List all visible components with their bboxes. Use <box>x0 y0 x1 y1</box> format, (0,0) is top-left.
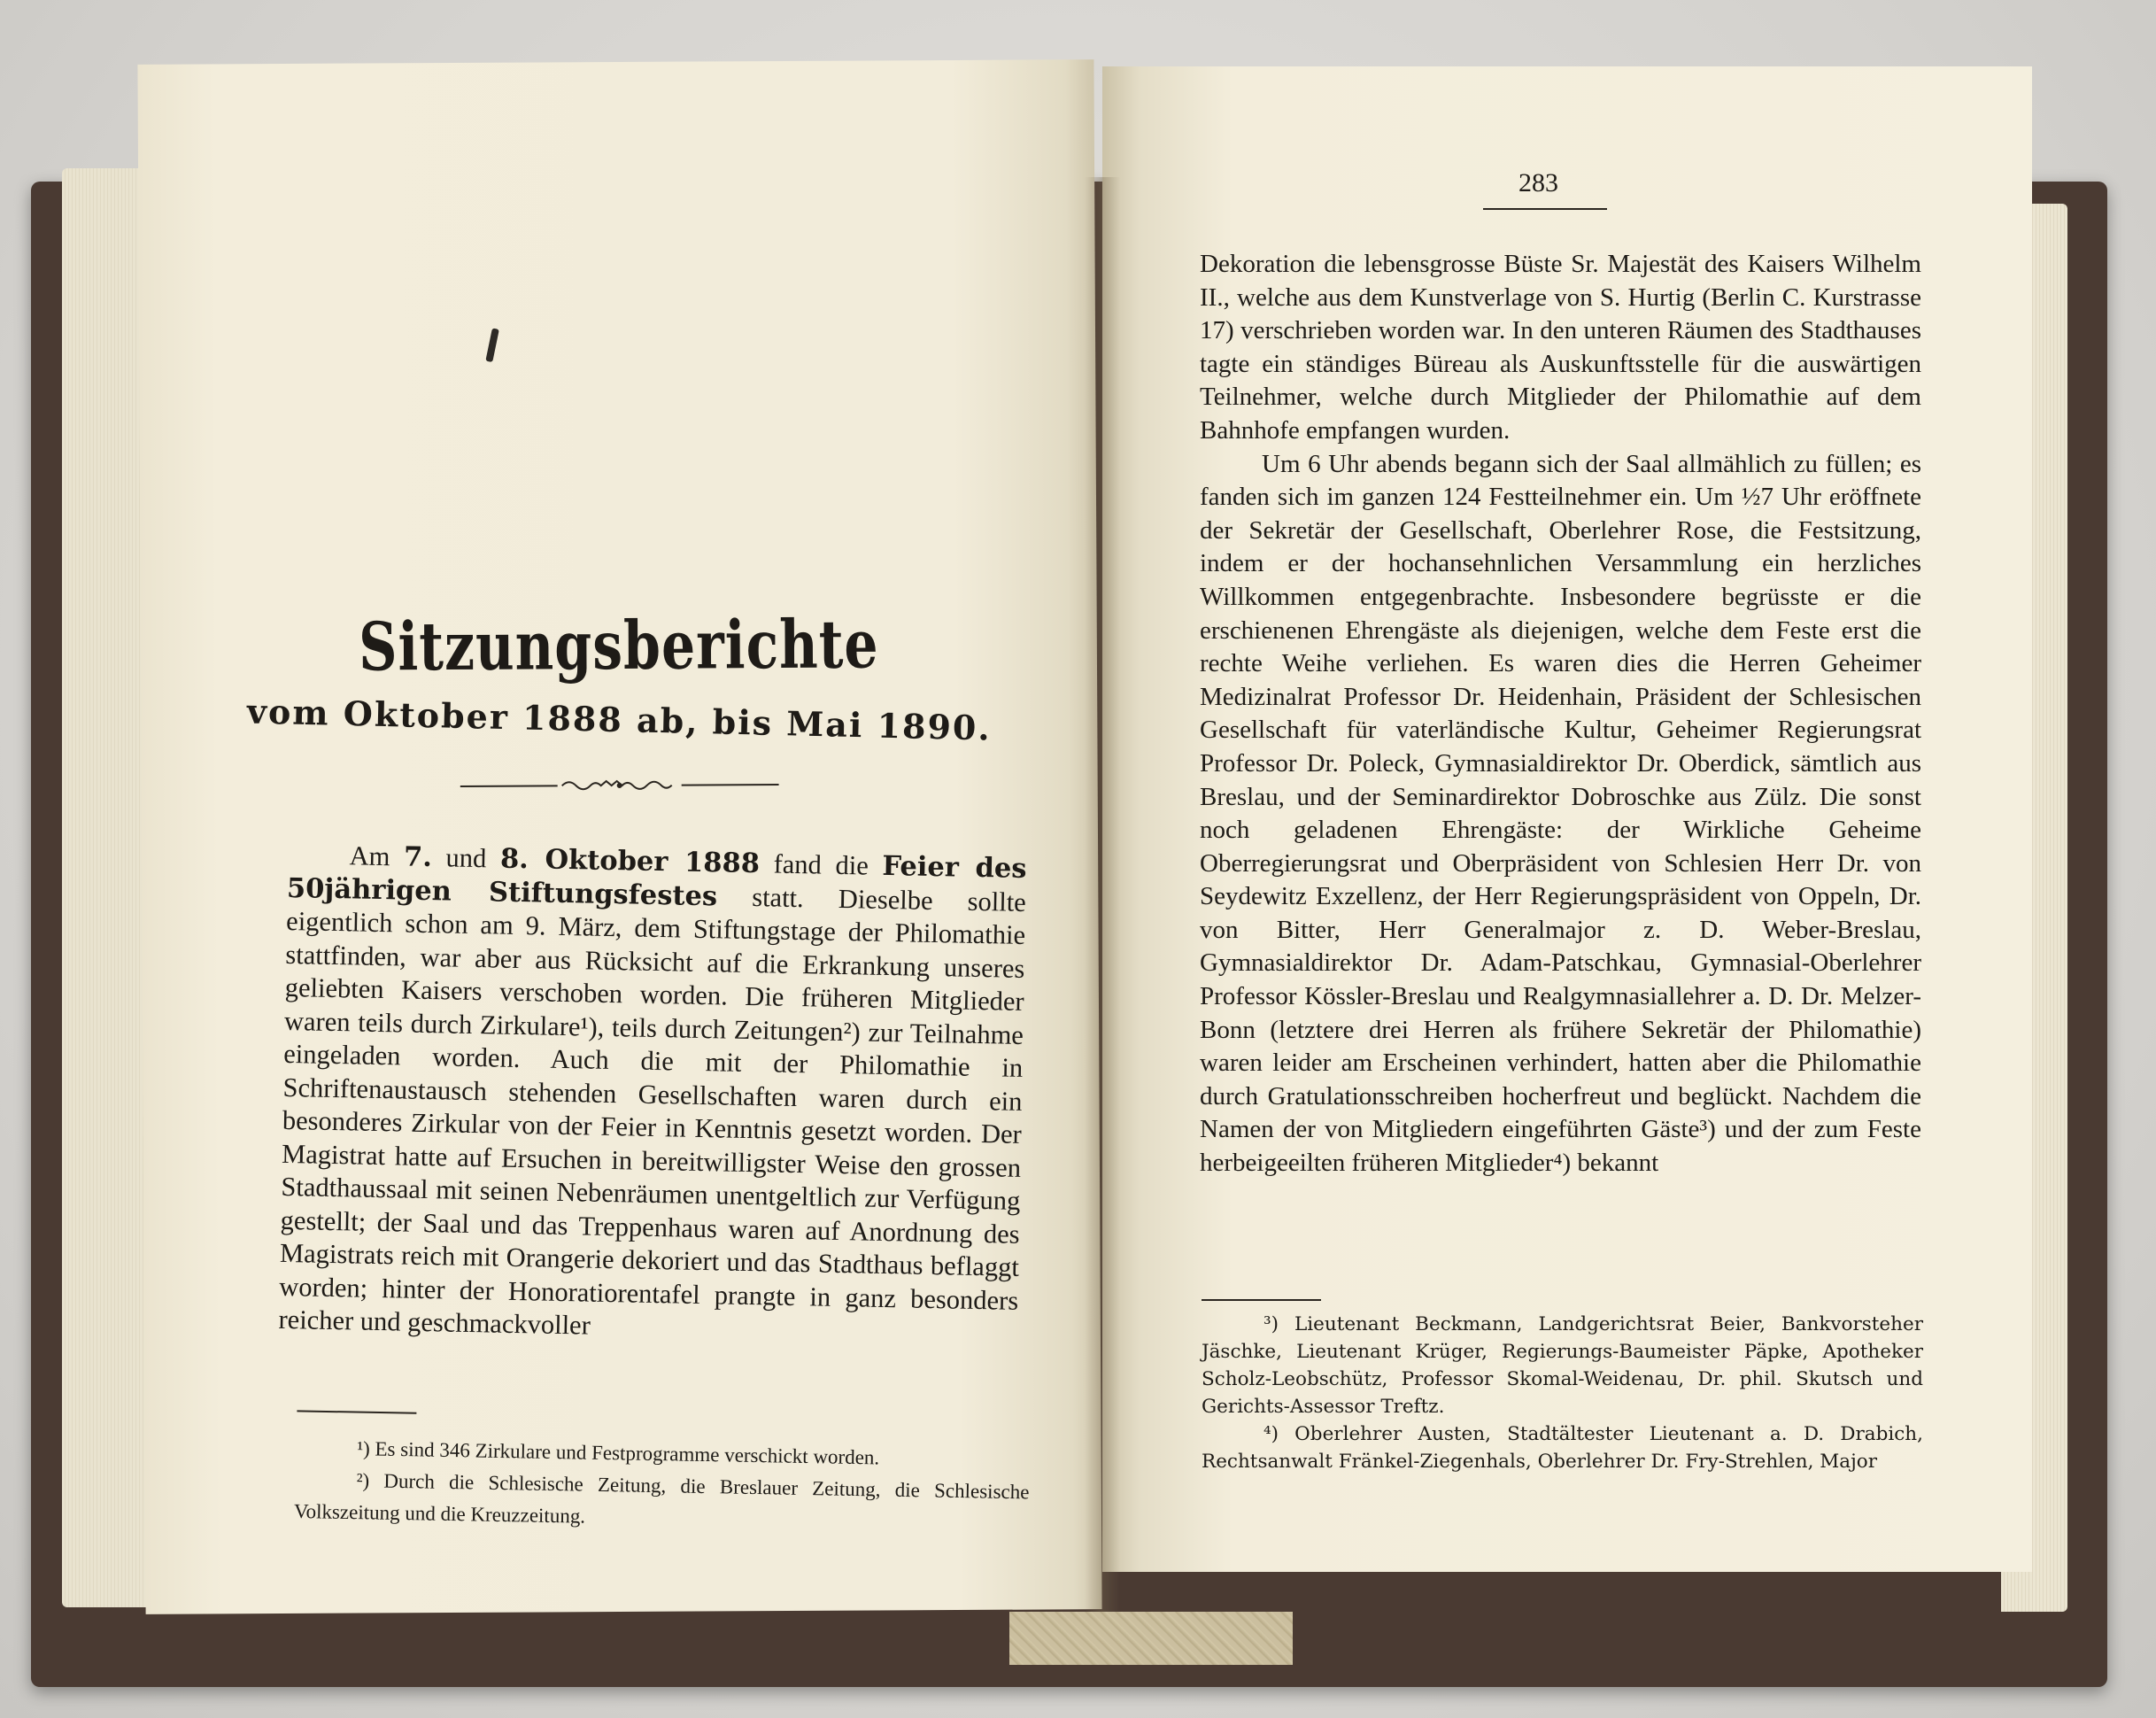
show-through-text <box>271 228 1050 271</box>
spine-binding <box>1009 1612 1293 1665</box>
book-gutter <box>1085 177 1120 1638</box>
paragraph: Um 6 Uhr abends begann sich der Saal allmählich zu füllen; es fanden sich im ganzen 124 Festteilnehmer ein. Um ½7 Uhr eröffnete der Sekretär der Gesellschaft, Oberlehrer Rose, die Festsitzung, indem er der hochansehnlichen Versammlung ein herzliches Willkommen entgegenbrachte. Insbesondere begrüsste er die erschienenen Ehrengäste als diejenigen, welche dem Feste erst die rechte Weihe verliehen. Es waren dies die Herren Geheimer Medizinalrat Professor Dr. Heidenhain, Präsident der Schlesischen Gesellschaft für vaterländische Kultur, Geheimer Regierungsrat Professor Dr. Poleck, Gymnasialdirektor Dr. Oberdick, sämtlich aus Breslau, und der Seminardirektor Dobroschke aus Zülz. Die sonst noch geladenen Ehrengäste: der Wirkliche Geheime Oberregierungsrat und Oberpräsident von Schlesien Herr Dr. von Seydewitz Exzellenz, der Herr Regierungspräsident von Oppeln, Dr. von Bitter, Herr Generalmajor z. D. Weber-Breslau, Gymnasialdirektor Dr. Adam-Patschkau, Gymnasial-Oberlehrer Professor Kössler-Breslau und Realgymnasiallehrer a. D. Dr. Melzer-Bonn (letztere drei Herren als frühere Sekretär der Philomathie) waren leider am Erscheinen verhindert, hatten aber die Philomathie durch Gratulationsschreiben hocherfreut und beglückt. Nachdem die Namen der von Mitgliedern eingeführten Gäste³) und der zum Feste herbeigeeilten früheren Mitglieder⁴) bekannt <box>1200 449 1921 1178</box>
ornament-divider <box>460 777 779 794</box>
paragraph: Am 7. und 8. Oktober 1888 fand die Feier des 50jährigen Stiftungsfestes statt. Dieselbe sollte eigentlich schon am 9. März, dem Stiftungstage der Philomathie stattfinden, war aber aus Rücksicht auf die Erkrankung unseres geliebten Kaisers verschoben worden. Die früheren Mitglieder waren teils durch Zirkulare¹), teils durch Zeitungen²) zur Teilnahme eingeladen worden. Auch die mit der Philomathie in Schriftenaustausch stehenden Gesellschaften waren durch ein besonderes Zirkular von der Feier in Kenntnis gesetzt worden. Der Magistrat hatte auf Ersuchen in bereitwilligster Weise den grossen Stadthaussaal mit seinen Nebenräumen unentgeltlich zur Verfügung gestellt; der Saal und das Treppenhaus waren auf Anordnung des Magistrats reich mit Orangerie dekoriert und das Stadthaus beflaggt worden; hinter der Honoratiorentafel prangte in ganz besonders reicher und geschmackvoller <box>278 840 1027 1341</box>
section-title: Sitzungsberichte <box>358 606 879 687</box>
body-text-left <box>278 839 1027 1350</box>
footnotes-right <box>1202 1311 1923 1475</box>
footnote: ²) Durch die Schlesische Zeitung, die Breslauer Zeitung, die Schlesische Volkszeitung und die Kreuzzeitung. <box>293 1469 1030 1528</box>
paragraph: Dekoration die lebensgrosse Büste Sr. Majestät des Kaisers Wilhelm II., welche aus dem Kunstverlage von S. Hurtig (Berlin C. Kurstrasse 17) verschrieben worden war. In den unteren Räumen des Stadthauses tagte ein ständiges Büreau als Auskunftsstelle für die auswärtigen Teilnehmer, welche durch Mitglieder der Philomathie auf dem Bahnhofe empfangen wurden. <box>1200 250 1921 445</box>
page-number-rule <box>1483 208 1607 210</box>
footnote: ¹) Es sind 346 Zirkulare und Festprogramme verschickt worden. <box>356 1437 880 1469</box>
left-page <box>137 59 1101 1614</box>
footnote-rule <box>1202 1299 1321 1301</box>
footnote: ³) Lieutenant Beckmann, Landgerichtsrat Beier, Bankvorsteher Jäschke, Lieutenant Krüger, Regierungs-Baumeister Päpke, Apotheker Scholz-Leobschütz, Professor Skomal-Weidenau, Dr. phil. Skutsch und Gerichts-Assessor Treftz. <box>1202 1313 1923 1418</box>
page-edges-left <box>62 168 146 1607</box>
section-subtitle: vom Oktober 1888 ab, bis Mai 1890. <box>246 691 993 748</box>
body-text-right <box>1200 248 1921 1180</box>
page-number: 283 <box>1518 168 1558 197</box>
right-page <box>1102 66 2032 1572</box>
footnote-rule <box>297 1410 416 1413</box>
pencil-mark <box>485 328 499 362</box>
footnote: ⁴) Oberlehrer Austen, Stadtältester Lieutenant a. D. Drabich, Rechtsanwalt Fränkel-Ziegenhals, Oberlehrer Dr. Fry-Strehlen, Major <box>1202 1423 1923 1473</box>
footnotes-left <box>294 1432 1031 1540</box>
